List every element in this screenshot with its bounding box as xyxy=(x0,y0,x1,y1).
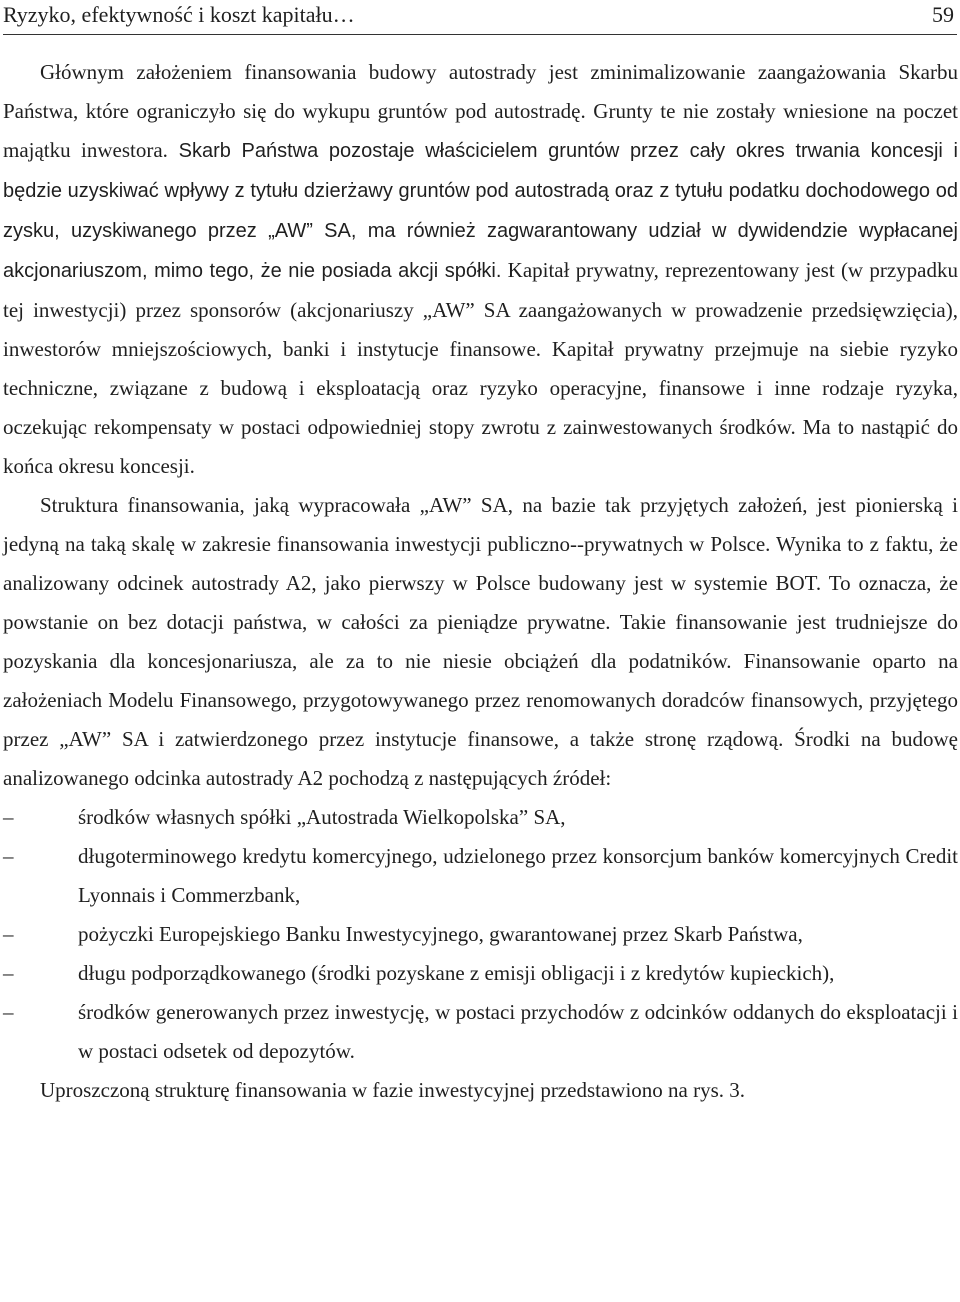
list-item-text: długu podporządkowanego (środki pozyskane z emisji obligacji i z kredytów kupieckich), xyxy=(78,961,835,985)
paragraph-1 xyxy=(3,53,958,486)
list-item xyxy=(3,954,958,993)
page-number: 59 xyxy=(932,2,954,27)
paragraph-1-sentence-2: Skarb Państwa pozostaje właścicielem gruntów przez cały okres trwania koncesji i będzie uzyskiwać wpływy z tytułu dzierżawy gruntów pod autostradą oraz z tytułu podatku dochodowego od zysku, uzyskiwanego przez „AW” SA, ma również zagwarantowany udział w dywidendzie wypłacanej akcjonariuszom, mimo tego, że nie posiada akcji spółki. xyxy=(3,140,958,282)
list-item-text: środków własnych spółki „Autostrada Wielkopolska” SA, xyxy=(78,805,566,829)
list-dash: – xyxy=(3,922,14,946)
paragraph-1-sentence-1: Głównym założeniem finansowania budowy autostrady jest zminimalizowanie zaangażowania Skarbu Państwa, które ograniczyło się do wykupu gruntów pod autostradę. Grunty te nie zostały wniesione na poczet majątku inwestora. xyxy=(3,60,958,162)
list-dash: – xyxy=(3,805,14,829)
closing-sentence: Uproszczoną strukturę finansowania w fazie inwestycyjnej przedstawiono na rys. 3. xyxy=(40,1078,746,1102)
list-dash: – xyxy=(3,961,14,985)
paragraph-2: Struktura finansowania, jaką wypracowała „AW” SA, na bazie tak przyjętych założeń, jest pionierską i jedyną na taką skalę w zakresie finansowania inwestycji publiczno--prywatnych w Polsce. Wynika to z faktu, że analizowany odcinek autostrady A2, jako pierwszy w Polsce budowany jest w systemie BOT. To oznacza, że powstanie on bez dotacji państwa, w całości za pieniądze prywatne. Takie finansowanie jest trudniejsze do pozyskania dla koncesjonariusza, ale za to nie niesie obciążeń dla podatników. Finansowanie oparto na założeniach Modelu Finansowego, przygotowywanego przez renomowanych doradców finansowych, przyjętego przez „AW” SA i zatwierdzonego przez instytucje finansowe, a także stronę rządową. Środki na budowę analizowanego odcinka autostrady A2 pochodzą z następujących źródeł: xyxy=(3,493,958,790)
paragraph-1-sentence-3: Kapitał prywatny, reprezentowany jest (w przypadku tej inwestycji) przez sponsorów (akcjonariuszy „AW” SA zaangażowanych w prowadzenie przedsięwzięcia), inwestorów mniejszościowych, banki i instytucje finansowe. Kapitał prywatny przejmuje na siebie ryzyko techniczne, związane z budową i eksploatacją oraz ryzyko operacyjne, finansowe i inne rodzaje ryzyka, oczekując rekompensaty w postaci odpowiedniej stopy zwrotu z zainwestowanych środków. Ma to nastąpić do końca okresu koncesji. xyxy=(3,258,958,478)
body-text xyxy=(3,53,958,1110)
list-item xyxy=(3,915,958,954)
running-title: Ryzyko, efektywność i koszt kapitału… xyxy=(3,2,355,27)
list-dash: – xyxy=(3,844,14,868)
list-item-text: pożyczki Europejskiego Banku Inwestycyjnego, gwarantowanej przez Skarb Państwa, xyxy=(78,922,803,946)
list-item xyxy=(3,837,958,915)
list-dash: – xyxy=(3,1000,14,1024)
list-item-text: długoterminowego kredytu komercyjnego, udzielonego przez konsorcjum banków komercyjnych Credit Lyonnais i Commerzbank, xyxy=(78,844,958,907)
list-item xyxy=(3,993,958,1071)
running-header xyxy=(3,0,957,35)
list-item xyxy=(3,798,958,837)
funding-sources-list xyxy=(3,798,958,1071)
list-item-text: środków generowanych przez inwestycję, w postaci przychodów z odcinków oddanych do eksploatacji i w postaci odsetek od depozytów. xyxy=(78,1000,958,1063)
